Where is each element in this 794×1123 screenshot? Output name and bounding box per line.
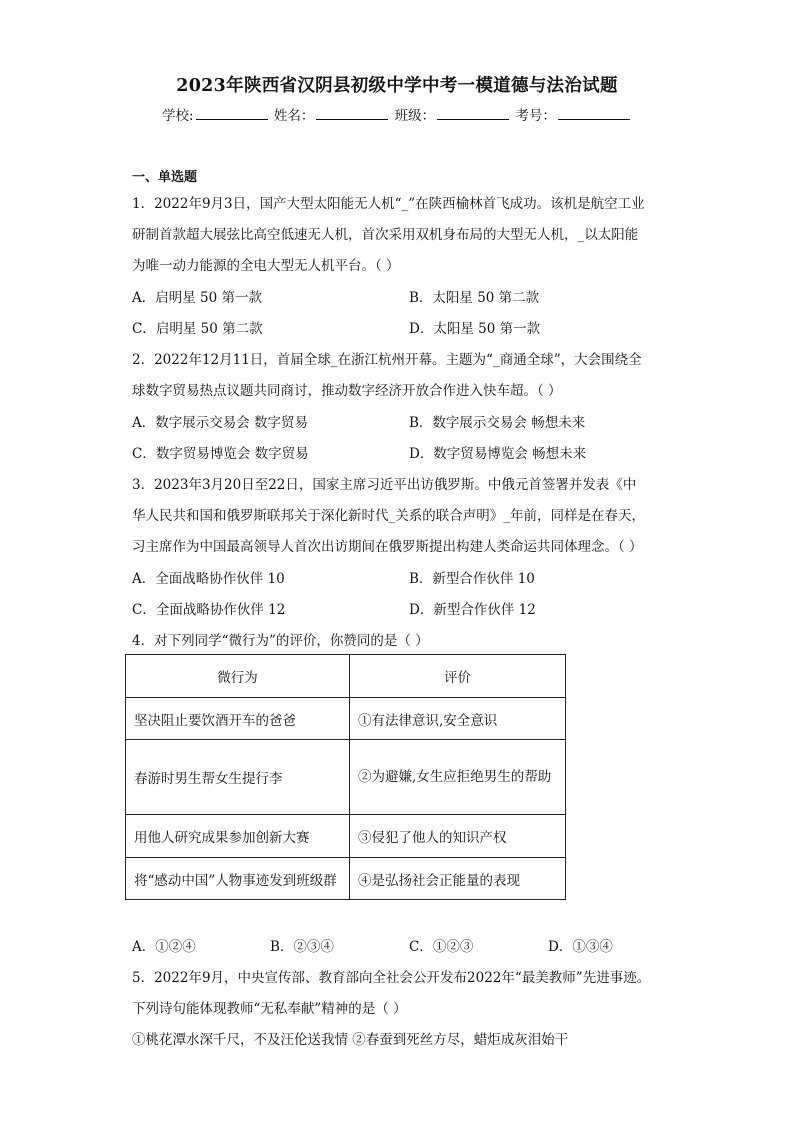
q1-option-b[interactable]: B．太阳星 50 第二款: [409, 290, 540, 306]
q2-option-d[interactable]: D．数字贸易博览会 畅想未来: [409, 446, 587, 462]
name-label: 姓名：: [273, 108, 315, 124]
school-label: 学校:: [162, 108, 194, 124]
q3-line-2: 华人民共和国和俄罗斯联邦关于深化新时代_关系的联合声明》_年前，同样是在春天，: [132, 508, 645, 524]
table-cell: ③侵犯了他人的知识产权: [350, 815, 566, 858]
q4-option-c[interactable]: C．①②③: [409, 939, 474, 955]
q1-option-d[interactable]: D．太阳星 50 第一款: [409, 321, 541, 337]
table-cell: 坚决阻止要饮酒开车的爸爸: [126, 698, 350, 740]
q3-option-c[interactable]: C．全面战略协作伙伴 12: [132, 602, 286, 618]
table-header-cell: 评价: [350, 655, 566, 698]
school-blank[interactable]: [196, 105, 268, 120]
table-cell: ④是弘扬社会正能量的表现: [350, 858, 566, 900]
table-cell: ②为避嫌,女生应拒绝男生的帮助: [350, 740, 566, 815]
q5-line-3: ①桃花潭水深千尺，不及汪伦送我情 ②春蚕到死丝方尽，蜡炬成灰泪始干: [132, 1032, 569, 1048]
table-cell: 将“感动中国”人物事迹发到班级群: [126, 858, 350, 900]
q1-line-2: 研制首款超大展弦比高空低速无人机，首次采用双机身布局的大型无人机，_以太阳能: [132, 227, 639, 243]
q1-option-c[interactable]: C．启明星 50 第二款: [132, 321, 263, 337]
q3-option-d[interactable]: D．新型合作伙伴 12: [409, 602, 536, 618]
table-row: [126, 740, 566, 815]
table-row: [126, 815, 566, 858]
q5-line-2: 下列诗句能体现教师“无私奉献”精神的是（ ）: [132, 1001, 407, 1017]
q5-line-1: 5．2022年9月，中央宣传部、教育部向全社会公开发布2022年“最美教师”先进事迹。: [132, 970, 651, 986]
student-info-line: [0, 104, 794, 124]
table-row: [126, 858, 566, 900]
q2-option-a[interactable]: A．数字展示交易会 数字贸易: [132, 415, 309, 431]
table-header-row: [126, 655, 566, 698]
q3-option-a[interactable]: A．全面战略协作伙伴 10: [132, 571, 285, 587]
table-row: [126, 698, 566, 740]
q3-line-3: 习主席作为中国最高领导人首次出访期间在俄罗斯提出构建人类命运共同体理念。（ ）: [132, 539, 643, 555]
q4-stem: 4．对下列同学“微行为”的评价，你赞同的是（ ）: [132, 633, 429, 649]
table-cell: 春游时男生帮女生提行李: [126, 740, 350, 815]
q4-table: [125, 654, 566, 900]
q1-line-1: 1．2022年9月3日，国产大型太阳能无人机“_”在陕西榆林首飞成功。该机是航空工业: [132, 196, 645, 212]
q1-line-3: 为唯一动力能源的全电大型无人机平台。（ ）: [132, 258, 400, 274]
q2-line-2: 球数字贸易热点议题共同商讨，推动数字经济开放合作进入快车超。（ ）: [132, 383, 562, 399]
q4-option-b[interactable]: B．②③④: [270, 939, 334, 955]
section-title: 一、单选题: [132, 170, 198, 185]
exam-number-label: 考号：: [515, 108, 556, 124]
table-cell: 用他人研究成果参加创新大赛: [126, 815, 350, 858]
name-blank[interactable]: [316, 105, 388, 120]
q4-option-a[interactable]: A．①②④: [132, 939, 196, 955]
exam-number-blank[interactable]: [558, 105, 630, 120]
exam-title: 2023年陕西省汉阴县初级中学中考一模道德与法治试题: [176, 76, 618, 96]
q4-option-d[interactable]: D．①③④: [548, 939, 613, 955]
table-header-cell: 微行为: [126, 655, 350, 698]
q2-option-c[interactable]: C．数字贸易博览会 数字贸易: [132, 446, 309, 462]
class-label: 班级：: [394, 108, 436, 124]
q3-line-1: 3．2023年3月20日至22日，国家主席习近平出访俄罗斯。中俄元首签署并发表《中: [132, 477, 637, 493]
q2-option-b[interactable]: B．数字展示交易会 畅想未来: [409, 415, 586, 431]
q2-line-1: 2．2022年12月11日，首届全球_在浙江杭州开幕。主题为“_商通全球”，大会围绕全: [132, 352, 642, 368]
q1-option-a[interactable]: A．启明星 50 第一款: [132, 290, 263, 306]
table-cell: ①有法律意识,安全意识: [350, 698, 566, 740]
q3-option-b[interactable]: B．新型合作伙伴 10: [409, 571, 535, 587]
class-blank[interactable]: [437, 105, 509, 120]
